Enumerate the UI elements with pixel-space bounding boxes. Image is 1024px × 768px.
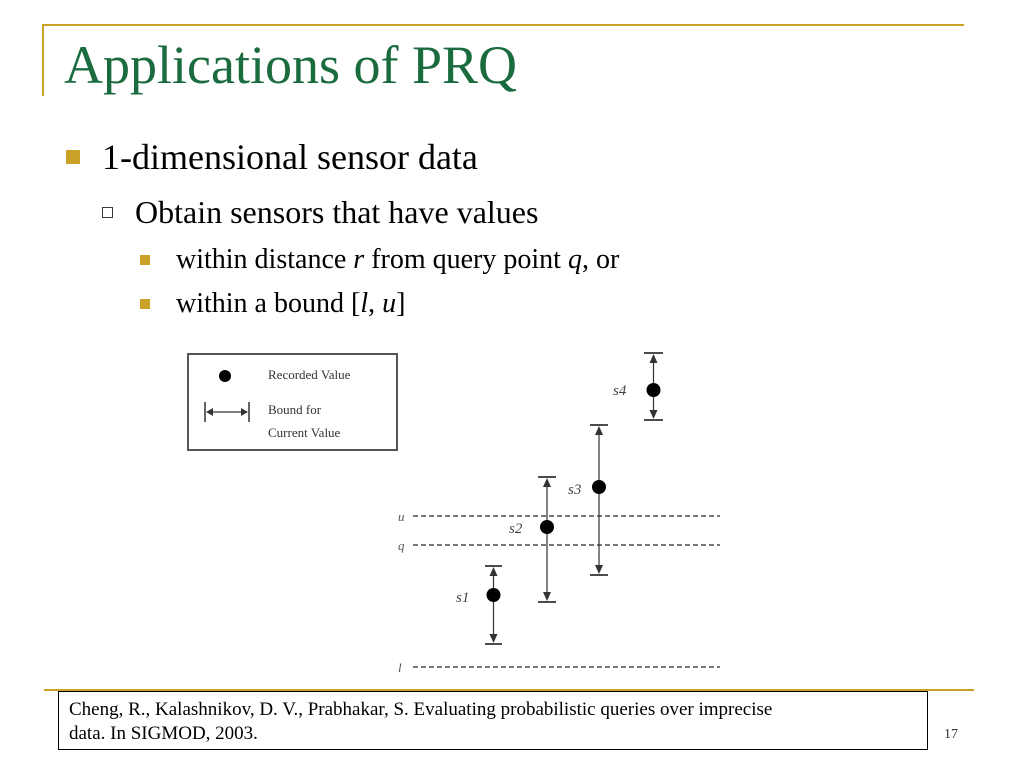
sensor-s1-dot [487, 588, 501, 602]
sensor-s2-dot [540, 520, 554, 534]
citation-line2: data. In SIGMOD, 2003. [69, 723, 258, 744]
citation-box [58, 691, 928, 750]
bullet-level2 [102, 194, 538, 231]
text-segment: ] [396, 288, 406, 319]
frame-top-line [42, 24, 964, 26]
legend-dot-icon [219, 370, 231, 382]
legend-recorded-value: Recorded Value [268, 367, 351, 382]
page-number: 17 [944, 727, 958, 742]
slide-title: Applications of PRQ [64, 35, 517, 95]
sensor-s2-label: s2 [509, 521, 523, 537]
citation-line1: Cheng, R., Kalashnikov, D. V., Prabhakar, S. Evaluating probabilistic queries over imprecise [69, 699, 773, 720]
sensor-s3 [568, 425, 608, 575]
square-bullet-icon [66, 150, 80, 164]
frame-left-line [42, 24, 44, 96]
sensor-s4-label: s4 [613, 383, 627, 399]
sensor-s4 [613, 353, 663, 420]
bullet-level1 [66, 136, 478, 178]
bullet-level2-text: Obtain sensors that have values [135, 194, 539, 230]
sensor-s2 [509, 477, 556, 602]
text-segment: , [368, 288, 383, 319]
u-label: u [398, 509, 405, 524]
bullet-level3-distance [140, 244, 619, 276]
variable-l: l [360, 288, 369, 319]
sensor-s3-label: s3 [568, 482, 582, 498]
sensor-s4-dot [647, 383, 661, 397]
sensor-s3-dot [592, 480, 606, 494]
square-bullet-icon [140, 255, 150, 265]
q-label: q [398, 538, 405, 553]
sensor-s1 [456, 566, 502, 644]
l-label: l [398, 660, 402, 675]
legend-bound-line2: Current Value [268, 425, 341, 440]
text-segment: within a bound [ [176, 288, 361, 319]
bullet-level3-distance-text [176, 244, 619, 276]
text-segment: from query point [364, 244, 568, 275]
bullet-level1-text: 1-dimensional sensor data [102, 137, 478, 177]
variable-u: u [382, 288, 397, 319]
text-segment: , or [581, 244, 620, 275]
square-bullet-icon [140, 299, 150, 309]
sensor-s1-label: s1 [456, 590, 470, 606]
variable-q: q [567, 244, 582, 275]
bullet-level3-bound-text [176, 288, 405, 320]
legend [188, 354, 397, 450]
text-segment: within distance [176, 244, 354, 275]
hollow-square-bullet-icon [102, 207, 113, 218]
legend-bound-line1: Bound for [268, 402, 322, 417]
variable-r: r [353, 244, 365, 275]
bullet-level3-bound [140, 288, 405, 320]
sensor-bounds-diagram [180, 346, 740, 681]
